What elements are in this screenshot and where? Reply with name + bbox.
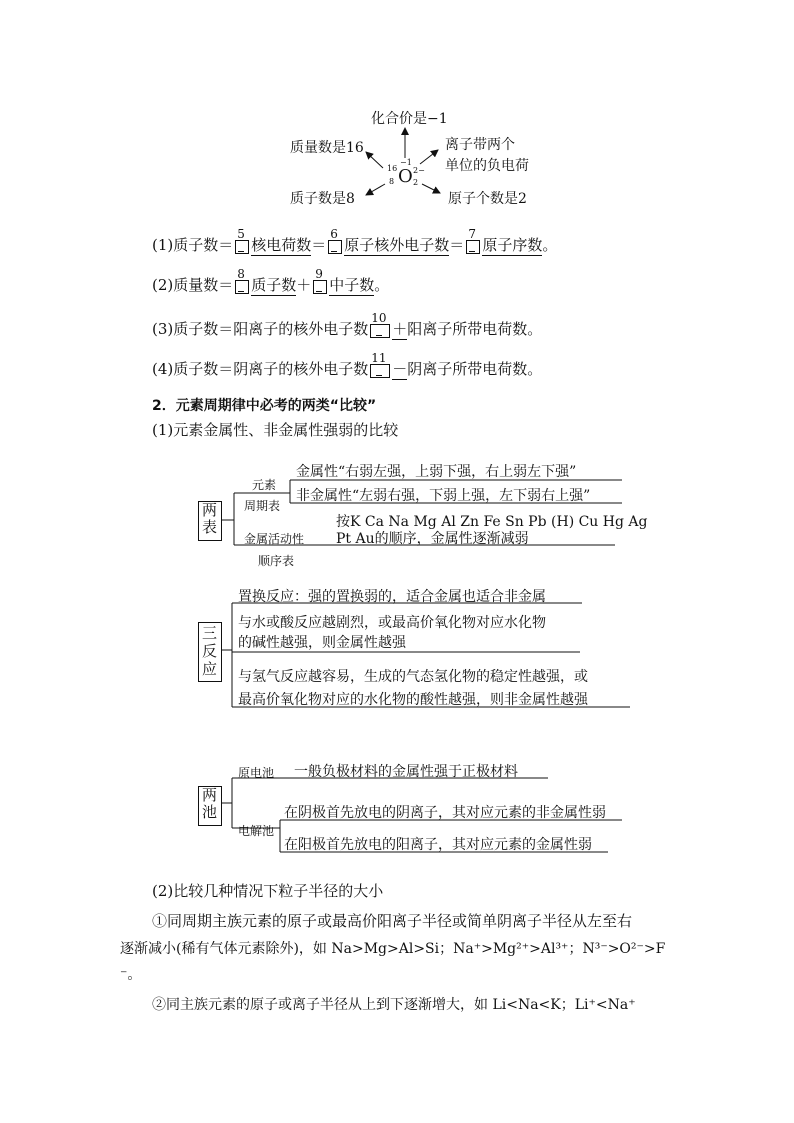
section-2-sub-2: (2)比较几种情况下粒子半径的大小 (152, 882, 384, 900)
sanfanying-leaf-3a: 与氢气反应越容易，生成的气态氢化物的稳定性越强，或 (238, 669, 588, 685)
liangchi-branch-1: 原电池 (238, 766, 275, 780)
liangbiao-leaf-1: 金属性“右弱左强，上弱下强，右上弱左下强” (296, 464, 577, 480)
liangchi-leaf-3: 在阳极首先放电的阳离子，其对应元素的金属性弱 (284, 837, 592, 853)
ion-charge: 2− (413, 166, 425, 175)
paragraph-1-line-3: ⁻。 (120, 967, 142, 983)
liangchi-label: 两池 (202, 786, 218, 821)
liangbiao-branch-1a: 元素 (252, 478, 277, 492)
liangbiao-leaf-2: 非金属性“左弱右强，下弱上强，左下弱右上强” (296, 488, 591, 504)
element-symbol: O (398, 166, 413, 187)
isotope-proton-number: 8 (389, 177, 395, 186)
isotope-mass-number: 16 (387, 164, 398, 173)
diagram-right-label-2: 单位的负电荷 (445, 158, 529, 174)
section-2-heading: 2．元素周期律中必考的两类“比较” (152, 398, 377, 414)
diagram-left-label: 质量数是16 (290, 140, 364, 156)
paragraph-2: ②同主族元素的原子或离子半径从上到下逐渐增大，如 Li<Na<K；Li⁺<Na⁺ (152, 997, 636, 1013)
liangbiao-leaf-3a: 按K Ca Na Mg Al Zn Fe Sn Pb (H) Cu Hg Ag (336, 514, 648, 530)
sanfanying-leaf-1: 置换反应：强的置换弱的，适合金属也适合非金属 (238, 589, 546, 605)
atom-count: 2 (413, 178, 419, 187)
liangbiao-branch-2a: 金属活动性 (244, 532, 305, 546)
item-3: (3)质子数＝阳离子的核外电子数 10 ＋阳离子所带电荷数。 (152, 311, 543, 338)
item-1: (1)质子数＝ 5 核电荷数＝ 6 原子核外电子数＝ 7 原子序数。 (152, 227, 558, 254)
diagram-bottom-left-label: 质子数是8 (290, 191, 355, 207)
diagram-top-label: 化合价是−1 (371, 111, 448, 127)
diagram-right-label-1: 离子带两个 (445, 137, 515, 153)
sanfanying-label: 三反应 (202, 624, 218, 678)
paragraph-1-line-1: ①同周期主族元素的原子或最高价阳离子半径或简单阴离子半径从左至右 (152, 912, 633, 930)
sanfanying-leaf-2a: 与水或酸反应越剧烈，或最高价氧化物对应水化物 (238, 615, 546, 631)
liangchi-leaf-2: 在阴极首先放电的阴离子，其对应元素的非金属性弱 (284, 805, 606, 821)
liangbiao-label: 两表 (202, 501, 218, 536)
item-4: (4)质子数＝阴离子的核外电子数 11 －阴离子所带电荷数。 (152, 351, 543, 378)
liangbiao-branch-1b: 周期表 (244, 499, 281, 513)
liangchi-branch-2: 电解池 (238, 824, 275, 838)
liangchi-leaf-1: 一般负极材料的金属性强于正极材料 (294, 764, 518, 780)
valence-mark: −1 (400, 158, 412, 167)
liangbiao-leaf-3b: Pt Au的顺序，金属性逐渐减弱 (336, 531, 529, 547)
paragraph-1-line-2: 逐渐减小(稀有气体元素除外)，如 Na>Mg>Al>Si；Na⁺>Mg²⁺>Al³⁺；N³⁻>O²⁻>F (120, 941, 666, 957)
item-2: (2)质量数＝ 8 质子数＋ 9 中子数。 (152, 267, 390, 294)
section-2-sub-1: (1)元素金属性、非金属性强弱的比较 (152, 421, 399, 439)
liangbiao-branch-2b: 顺序表 (258, 554, 295, 568)
diagram-bottom-right-label: 原子个数是2 (448, 191, 527, 207)
sanfanying-leaf-2b: 的碱性越强，则金属性越强 (238, 635, 406, 651)
sanfanying-leaf-3b: 最高价氧化物对应的水化物的酸性越强，则非金属性越强 (238, 692, 588, 708)
